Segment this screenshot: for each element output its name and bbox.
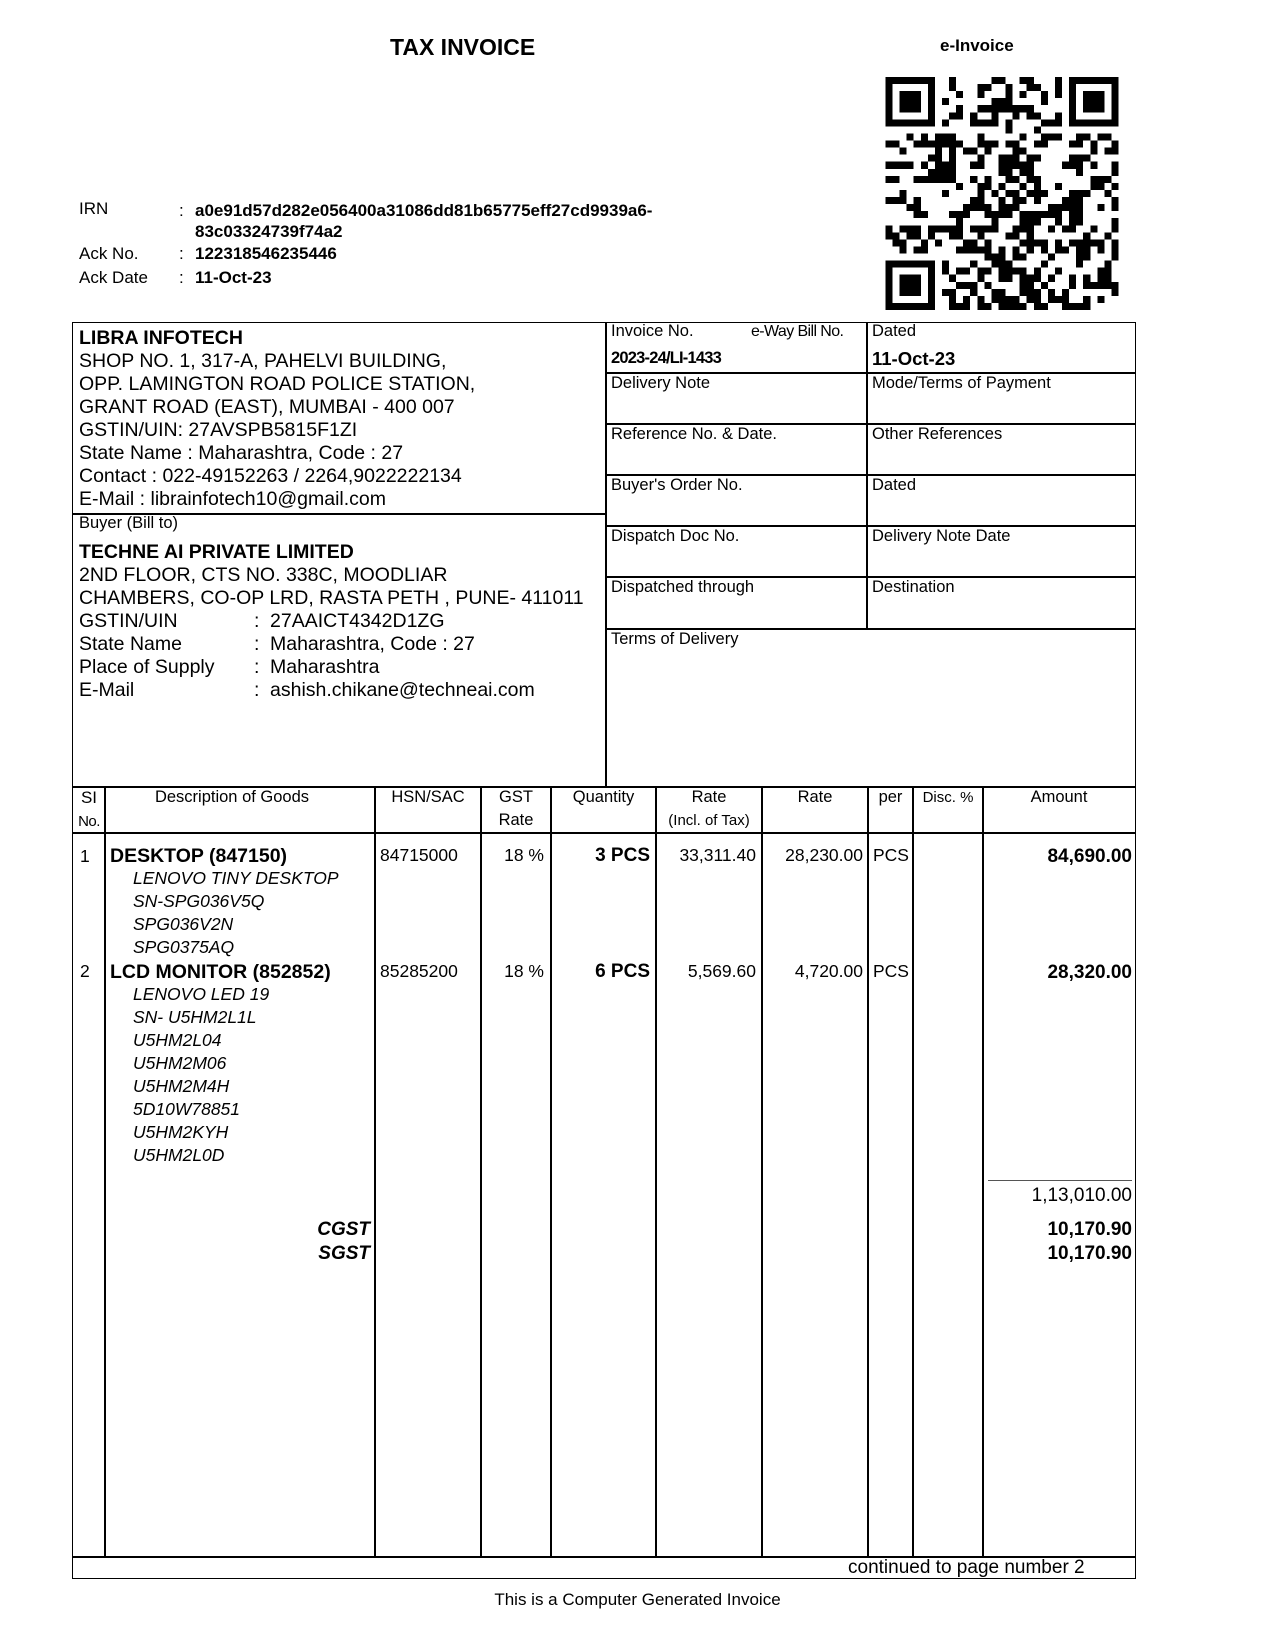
terms-of-delivery-label: Terms of Delivery [611, 630, 739, 648]
buyer-address-line1: 2ND FLOOR, CTS NO. 338C, MOODLIAR [79, 564, 448, 586]
sgst-label: SGST [318, 1243, 370, 1264]
ack-no-label: Ack No. [79, 244, 139, 263]
col-header-rate: Rate [797, 788, 833, 806]
item-gst-rate: 18 % [504, 961, 544, 981]
invoice-no-label: Invoice No. [611, 322, 694, 340]
delivery-note-date-label: Delivery Note Date [872, 527, 1011, 545]
item-rate-incl: 33,311.40 [679, 845, 756, 865]
item-detail-line: SPG036V2N [133, 914, 234, 934]
item-rate-incl: 5,569.60 [687, 961, 756, 981]
irn-colon: : [179, 201, 184, 220]
item-detail-line: U5HM2L04 [133, 1030, 222, 1050]
seller-address-line1: SHOP NO. 1, 317-A, PAHELVI BUILDING, [79, 350, 447, 372]
seller-state: State Name : Maharashtra, Code : 27 [79, 442, 404, 464]
eway-bill-label: e-Way Bill No. [751, 323, 844, 340]
irn-block [79, 199, 779, 289]
mode-terms-payment-label: Mode/Terms of Payment [872, 374, 1051, 392]
buyer-address-line2: CHAMBERS, CO-OP LRD, RASTA PETH , PUNE- 411011 [79, 587, 584, 609]
buyer-place-label: Place of Supply [79, 656, 215, 678]
seller-contact: Contact : 022-49152263 / 2264,9022222134 [79, 465, 462, 487]
buyer-state-colon: : [254, 633, 260, 655]
col-header-hsn: HSN/SAC [391, 788, 465, 806]
buyer-state-label: State Name [79, 633, 182, 655]
item-quantity: 6 PCS [595, 961, 650, 982]
item-name: LCD MONITOR (852852) [110, 961, 331, 983]
item-detail-line: U5HM2L0D [133, 1145, 225, 1165]
seller-block [79, 327, 475, 511]
col-header-rate-incl: Rate [691, 788, 727, 806]
ack-date-label: Ack Date [79, 268, 148, 287]
buyer-email-label: E-Mail [79, 679, 135, 701]
buyer-state-value: Maharashtra, Code : 27 [270, 633, 475, 655]
buyer-name: TECHNE AI PRIVATE LIMITED [79, 541, 354, 563]
subtotal-value: 1,13,010.00 [1031, 1185, 1132, 1206]
item-amount: 84,690.00 [1047, 846, 1132, 867]
item-quantity: 3 PCS [595, 845, 650, 866]
item-detail-line: SN- U5HM2L1L [133, 1007, 257, 1027]
col-header-disc: Disc. % [922, 789, 974, 806]
item-detail-line: LENOVO LED 19 [133, 984, 270, 1004]
col-header-gst: GST [499, 788, 533, 806]
qr-code-image [884, 77, 1120, 310]
item-detail-line: U5HM2KYH [133, 1122, 229, 1142]
item-hsn: 84715000 [380, 845, 458, 865]
buyer-gstin-colon: : [254, 610, 260, 632]
order-dated-label: Dated [872, 476, 917, 494]
seller-address-line3: GRANT ROAD (EAST), MUMBAI - 400 007 [79, 396, 455, 418]
buyers-order-label: Buyer's Order No. [611, 476, 743, 494]
item-amount: 28,320.00 [1047, 962, 1132, 983]
col-header-per: per [878, 788, 903, 806]
ack-date-value: 11-Oct-23 [195, 268, 272, 287]
ack-date-colon: : [179, 268, 184, 287]
invoice-no-value: 2023-24/LI-1433 [611, 349, 722, 367]
other-references-label: Other References [872, 425, 1003, 443]
sgst-value: 10,170.90 [1047, 1243, 1132, 1264]
col-header-gst-rate: Rate [498, 811, 534, 829]
seller-address-line2: OPP. LAMINGTON ROAD POLICE STATION, [79, 373, 476, 395]
item-name: DESKTOP (847150) [110, 845, 288, 867]
e-invoice-label: e-Invoice [940, 36, 1014, 55]
buyer-gstin-label: GSTIN/UIN [79, 610, 178, 632]
cgst-value: 10,170.90 [1047, 1219, 1132, 1240]
item-detail-line: LENOVO TINY DESKTOP [133, 868, 339, 888]
item-rate: 28,230.00 [785, 845, 863, 865]
seller-email: E-Mail : librainfotech10@gmail.com [79, 488, 386, 510]
item-details [133, 867, 339, 959]
item-per: PCS [873, 961, 909, 981]
continued-note: continued to page number 2 [848, 1557, 1085, 1578]
item-detail-line: SPG0375AQ [133, 937, 235, 957]
irn-label: IRN [79, 199, 109, 218]
item-detail-line: SN-SPG036V5Q [133, 891, 265, 911]
item-detail-line: 5D10W78851 [133, 1099, 241, 1119]
cgst-label: CGST [317, 1219, 370, 1240]
item-hsn: 85285200 [380, 961, 458, 981]
ack-no-value: 122318546235446 [195, 244, 337, 263]
item-si: 2 [80, 961, 90, 981]
item-details [133, 983, 269, 1167]
buyer-place-colon: : [254, 656, 260, 678]
item-per: PCS [873, 845, 909, 865]
irn-value-line2: 83c03324739f74a2 [195, 222, 343, 241]
footer-note: This is a Computer Generated Invoice [494, 1590, 781, 1609]
buyer-block [79, 541, 584, 610]
item-si: 1 [80, 846, 90, 866]
buyer-heading: Buyer (Bill to) [79, 514, 179, 532]
item-rate: 4,720.00 [794, 961, 863, 981]
buyer-email-value: ashish.chikane@techneai.com [270, 679, 535, 701]
col-header-description: Description of Goods [154, 788, 310, 806]
buyer-details [79, 610, 599, 702]
delivery-note-label: Delivery Note [611, 374, 711, 392]
seller-gstin: GSTIN/UIN: 27AVSPB5815F1ZI [79, 419, 358, 441]
col-header-no: No. [78, 813, 100, 830]
irn-value-line1: a0e91d57d282e056400a31086dd81b65775eff27cd9939a6- [195, 201, 653, 220]
dated-value: 11-Oct-23 [872, 348, 956, 369]
col-header-quantity: Quantity [572, 788, 635, 806]
col-header-rate-incl-tax: (Incl. of Tax) [668, 812, 750, 829]
col-header-amount: Amount [1030, 788, 1088, 806]
item-detail-line: U5HM2M4H [133, 1076, 230, 1096]
reference-label: Reference No. & Date. [611, 425, 777, 443]
destination-label: Destination [872, 578, 955, 596]
item-gst-rate: 18 % [504, 845, 544, 865]
buyer-gstin-value: 27AAICT4342D1ZG [270, 610, 445, 632]
dispatched-through-label: Dispatched through [611, 578, 755, 596]
buyer-email-colon: : [254, 679, 260, 701]
buyer-place-value: Maharashtra [270, 656, 380, 678]
dated-label: Dated [872, 322, 917, 340]
item-detail-line: U5HM2M06 [133, 1053, 227, 1073]
document-title: TAX INVOICE [390, 34, 536, 60]
seller-name: LIBRA INFOTECH [79, 327, 243, 349]
ack-no-colon: : [179, 244, 184, 263]
col-header-si: SI [80, 788, 98, 807]
dispatch-doc-label: Dispatch Doc No. [611, 527, 740, 545]
